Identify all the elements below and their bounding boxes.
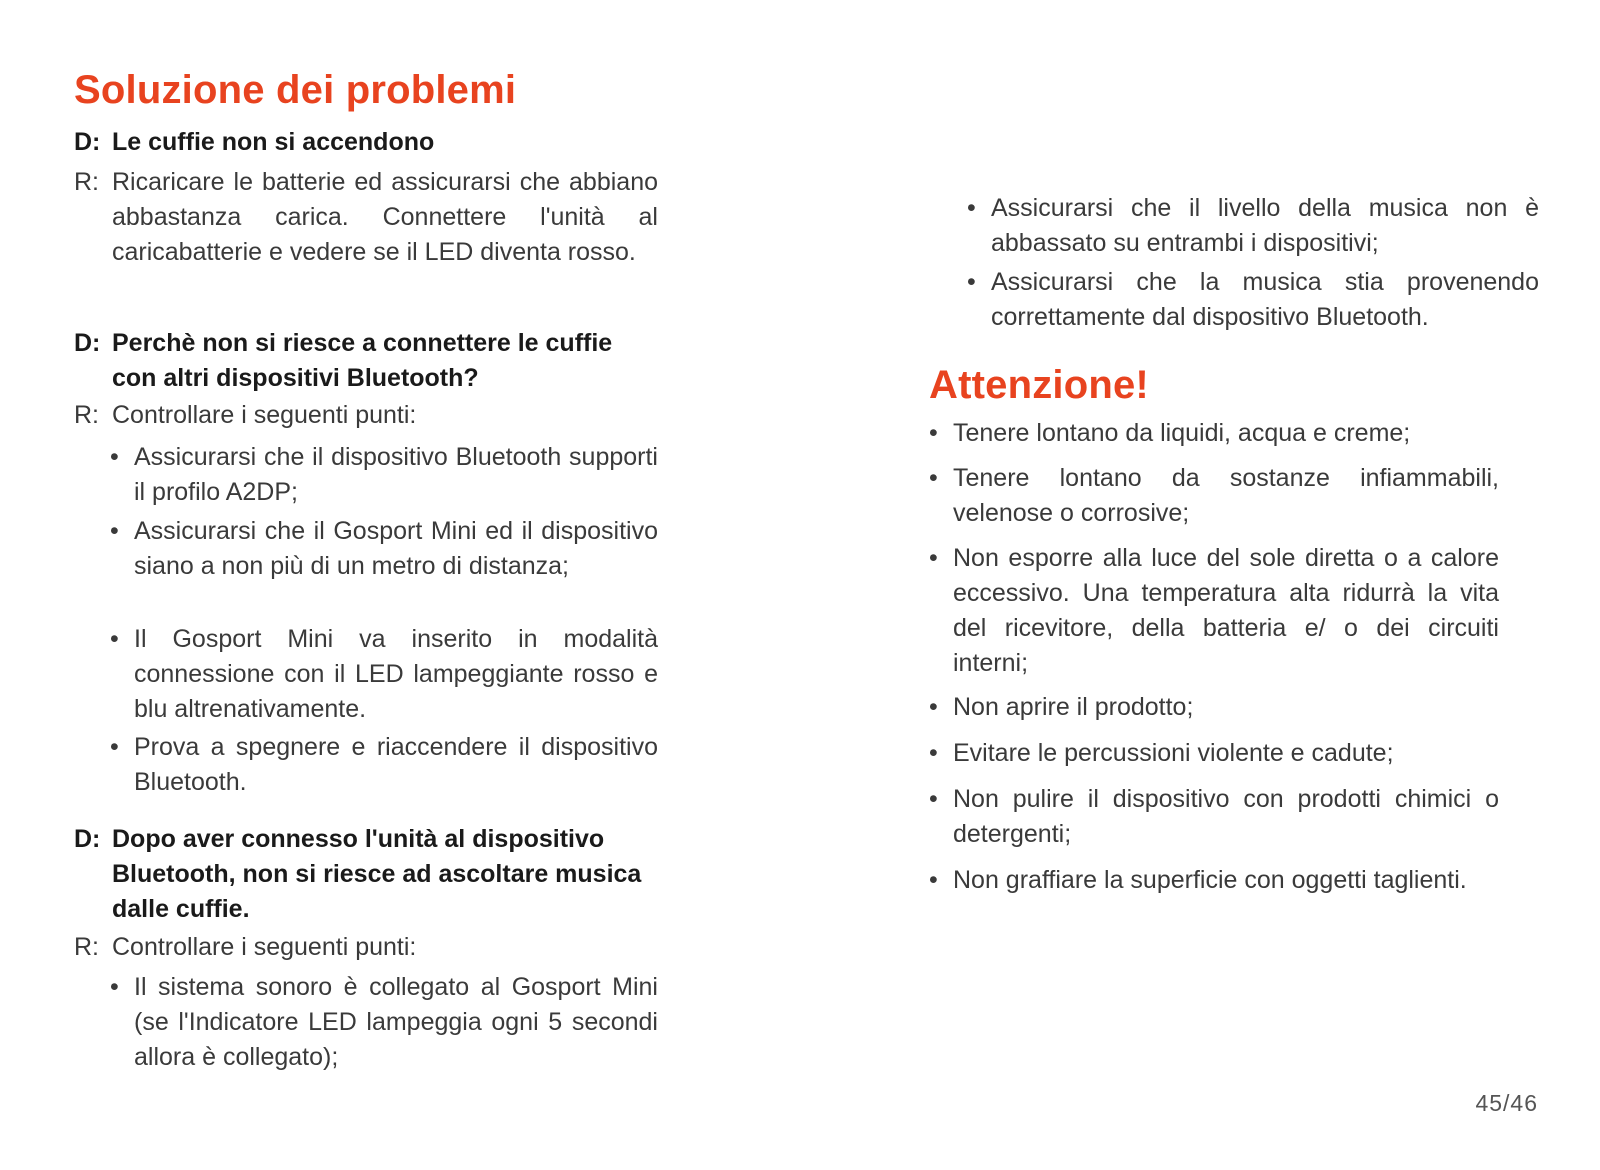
list-item-text: Assicurarsi che il Gosport Mini ed il dispositivo siano a non più di un metro di distanza; [134,517,658,580]
list-item-text: Prova a spegnere e riaccendere il dispositivo Bluetooth. [134,733,658,796]
bullet-marker: • [929,693,938,721]
list-item [110,514,658,584]
list-item [110,622,658,727]
bullet-marker: • [110,443,119,471]
bullet-marker: • [929,866,938,894]
question-1 [74,125,658,160]
troubleshooting-title: Soluzione dei problemi [74,68,517,112]
warning-text: Non pulire il dispositivo con prodotti chimici o detergenti; [953,785,1499,848]
bullet-marker: • [110,625,119,653]
warning-text: Tenere lontano da liquidi, acqua e creme; [953,419,1411,447]
bullet-marker: • [110,973,119,1001]
answer-text: Controllare i seguenti punti: [112,933,417,961]
answer-prefix: R: [74,401,99,429]
list-item [110,970,658,1075]
bullet-marker: • [110,733,119,761]
answer-prefix: R: [74,933,99,961]
warning-item [929,863,1499,898]
answer-2 [74,398,658,433]
question-3 [74,822,658,927]
bullet-marker: • [929,464,938,492]
list-item-text: Il Gosport Mini va inserito in modalità connessione con il LED lampeggiante rosso e blu altrenativamente. [134,625,658,723]
warning-item [929,782,1499,852]
page-number: 45/46 [1475,1090,1538,1116]
answer-3 [74,930,658,965]
question-2 [74,326,658,396]
answer-text: Ricaricare le batterie ed assicurarsi che abbiano abbastanza carica. Connettere l'unità al caricabatterie e vedere se il LED diventa rosso. [112,168,658,266]
warning-item [929,461,1499,531]
list-item-text: Assicurarsi che il livello della musica non è abbassato su entrambi i dispositivi; [991,194,1539,257]
answer-text: Controllare i seguenti punti: [112,401,417,429]
bullet-marker: • [929,544,938,572]
warning-item [929,541,1499,681]
warning-text: Evitare le percussioni violente e cadute; [953,739,1394,767]
warning-item [929,416,1499,451]
answer-1 [74,165,658,270]
list-item-text: Il sistema sonoro è collegato al Gosport Mini (se l'Indicatore LED lampeggia ogni 5 secondi allora è collegato); [134,973,658,1071]
answer-prefix: R: [74,168,99,196]
warning-item [929,690,1499,725]
question-prefix: D: [74,128,101,156]
bullet-marker: • [929,785,938,813]
bullet-marker: • [967,268,976,296]
question-text: Perchè non si riesce a connettere le cuffie con altri dispositivi Bluetooth? [112,329,613,392]
list-item [110,730,658,800]
list-item-text: Assicurarsi che la musica stia provenendo correttamente dal dispositivo Bluetooth. [991,268,1539,331]
question-text: Dopo aver connesso l'unità al dispositivo Bluetooth, non si riesce ad ascoltare musica dalle cuffie. [112,825,642,923]
warning-text: Non aprire il prodotto; [953,693,1194,721]
list-item-text: Assicurarsi che il dispositivo Bluetooth supporti il profilo A2DP; [134,443,658,506]
question-text: Le cuffie non si accendono [112,128,435,156]
bullet-marker: • [929,739,938,767]
warning-title: Attenzione! [929,363,1149,407]
list-item [967,191,1539,261]
warning-text: Non esporre alla luce del sole diretta o a calore eccessivo. Una temperatura alta ridurrà la vita del ricevitore, della batteria e/ o dei circuiti interni; [953,544,1499,677]
bullet-marker: • [929,419,938,447]
warning-item [929,736,1499,771]
bullet-marker: • [967,194,976,222]
bullet-marker: • [110,517,119,545]
warning-text: Non graffiare la superficie con oggetti taglienti. [953,866,1467,894]
warning-text: Tenere lontano da sostanze infiammabili, velenose o corrosive; [953,464,1499,527]
question-prefix: D: [74,825,101,853]
question-prefix: D: [74,329,101,357]
list-item [967,265,1539,335]
list-item [110,440,658,510]
